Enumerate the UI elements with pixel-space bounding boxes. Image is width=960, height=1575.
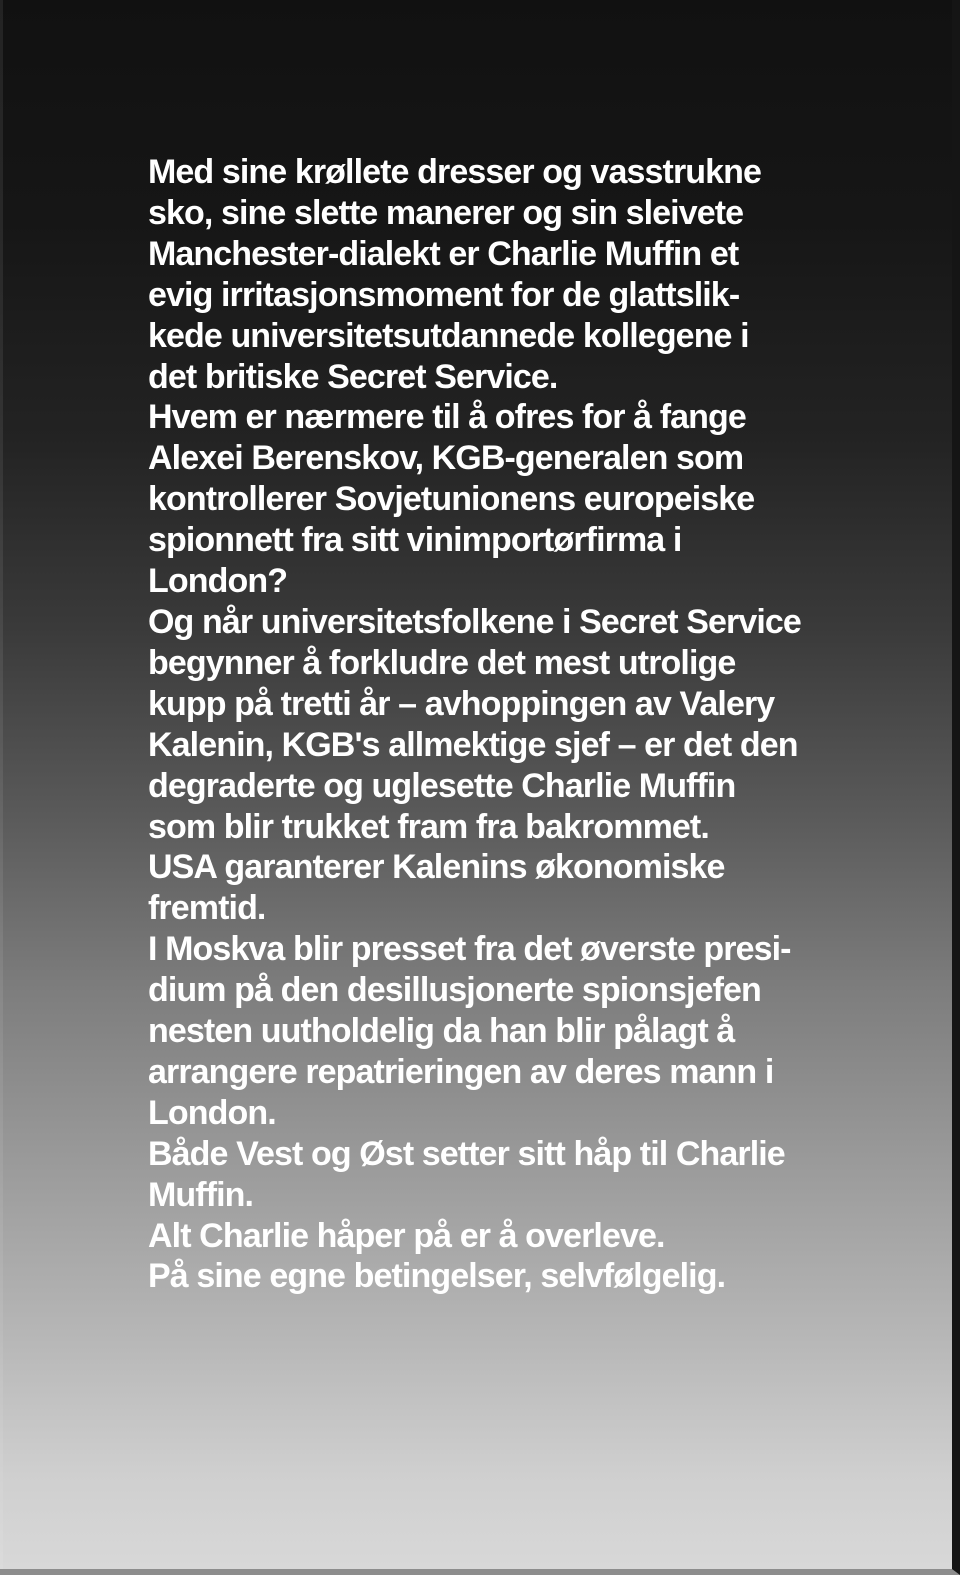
blurb-line: kontrollerer Sovjetunionens europeiske	[148, 480, 755, 519]
blurb-line: London.	[148, 1093, 276, 1132]
blurb-line: Alexei Berenskov, KGB-generalen som	[148, 439, 744, 478]
blurb-line: sko, sine slette manerer og sin sleivete	[148, 193, 744, 232]
blurb-line: Muffin.	[148, 1175, 254, 1214]
blurb-line: London?	[148, 562, 288, 601]
blurb-line: det britiske Secret Service.	[148, 357, 558, 396]
blurb-line: som blir trukket fram fra bakrommet.	[148, 807, 709, 846]
blurb-line: kupp på tretti år – avhoppingen av Valery	[148, 684, 775, 723]
blurb-line: evig irritasjonsmoment for de glattslik-	[148, 275, 740, 314]
blurb-line: fremtid.	[148, 889, 266, 928]
blurb-line: kede universitetsutdannede kollegene i	[148, 316, 749, 355]
blurb-line: Manchester-dialekt er Charlie Muffin et	[148, 234, 739, 273]
blurb-line: arrangere repatrieringen av deres mann i	[148, 1052, 774, 1091]
cover-edge	[0, 0, 3, 1569]
blurb-line: Alt Charlie håper på er å overleve.	[148, 1216, 665, 1255]
blurb-line: På sine egne betingelser, selvfølgelig.	[148, 1257, 726, 1296]
blurb-line: dium på den desillusjonerte spionsjefen	[148, 971, 761, 1010]
blurb-line: spionnett fra sitt vinimportørfirma i	[148, 521, 682, 560]
blurb-line: begynner å forkludre det mest utrolige	[148, 643, 736, 682]
blurb-line: I Moskva blir presset fra det øverste presi-	[148, 930, 791, 969]
blurb-line: USA garanterer Kalenins økonomiske	[148, 848, 725, 887]
blurb-line: Hvem er nærmere til å ofres for å fange	[148, 398, 746, 437]
blurb-line: Både Vest og Øst setter sitt håp til Charlie	[148, 1134, 785, 1173]
blurb-line: nesten uutholdelig da han blir pålagt å	[148, 1012, 735, 1051]
blurb-line: Og når universitetsfolkene i Secret Service	[148, 602, 801, 641]
blurb-line: degraderte og uglesette Charlie Muffin	[148, 766, 736, 805]
blurb-line: Med sine krøllete dresser og vasstrukne	[148, 153, 762, 191]
blurb-line: Kalenin, KGB's allmektige sjef – er det den	[148, 725, 798, 764]
blurb-text	[148, 152, 893, 1297]
